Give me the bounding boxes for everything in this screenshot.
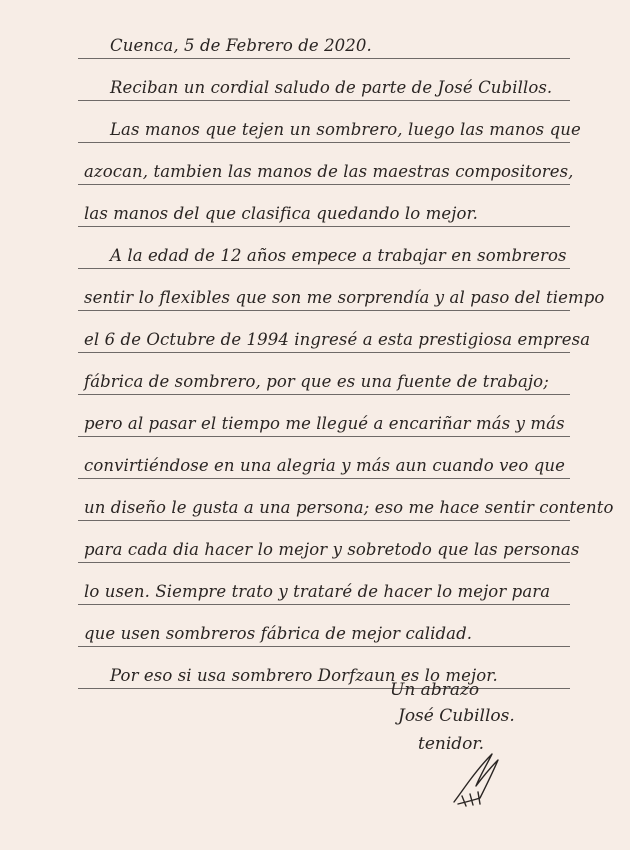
- signature-scribble: [440, 742, 510, 812]
- letter-line-text: Reciban un cordial saludo de parte de José Cubillos.: [110, 78, 553, 97]
- letter-line-text: fábrica de sombrero, por que es una fuente de trabajo;: [84, 372, 549, 391]
- letter-line-text: pero al pasar el tiempo me llegué a encariñar más y más: [84, 414, 565, 433]
- letter-line: [78, 232, 570, 269]
- date-line: [78, 22, 570, 59]
- letter-line-text: convirtiéndose en una alegria y más aun cuando veo que: [84, 456, 566, 475]
- letter-line-text: las manos del que clasifica quedando lo mejor.: [84, 204, 478, 223]
- letter-line-text: el 6 de Octubre de 1994 ingresé a esta prestigiosa empresa: [84, 330, 591, 349]
- letter-line: [78, 442, 570, 479]
- letter-line: [78, 484, 614, 521]
- letter-line-text: Las manos que tejen un sombrero, luego las manos que: [110, 120, 581, 139]
- letter-line: [78, 106, 581, 143]
- letter-line: [78, 64, 570, 101]
- letter-line-text: un diseño le gusta a una persona; eso me hace sentir contento: [84, 498, 614, 517]
- letter-line: [78, 148, 574, 185]
- letter-line: [78, 190, 570, 227]
- letter-line-text: que usen sombreros fábrica de mejor calidad.: [84, 624, 473, 643]
- letter-line: [78, 358, 570, 395]
- closing-greeting: Un abrazo: [390, 680, 480, 700]
- letter-line: [78, 568, 570, 605]
- letter-line-text: Por eso si usa sombrero Dorfzaun es lo mejor.: [110, 666, 498, 685]
- closing-role: tenidor.: [418, 734, 485, 754]
- letter-line: [78, 526, 580, 563]
- letter-line-text: sentir lo flexibles que son me sorprendía y al paso del tiempo: [84, 288, 605, 307]
- letter-line: [78, 400, 570, 437]
- letter-line-text: A la edad de 12 años empece a trabajar en sombreros: [110, 246, 567, 265]
- letter-line: [78, 274, 605, 311]
- letter-line-text: azocan, tambien las manos de las maestras compositores,: [84, 162, 574, 181]
- letter-line: [78, 652, 570, 689]
- letter-line: [78, 610, 570, 647]
- closing-name: José Cubillos.: [398, 706, 515, 726]
- letter-line: [78, 316, 591, 353]
- letter-line-text: lo usen. Siempre trato y trataré de hacer lo mejor para: [84, 582, 551, 601]
- date-text: Cuenca, 5 de Febrero de 2020.: [110, 36, 372, 55]
- letter-line-text: para cada dia hacer lo mejor y sobretodo que las personas: [84, 540, 580, 559]
